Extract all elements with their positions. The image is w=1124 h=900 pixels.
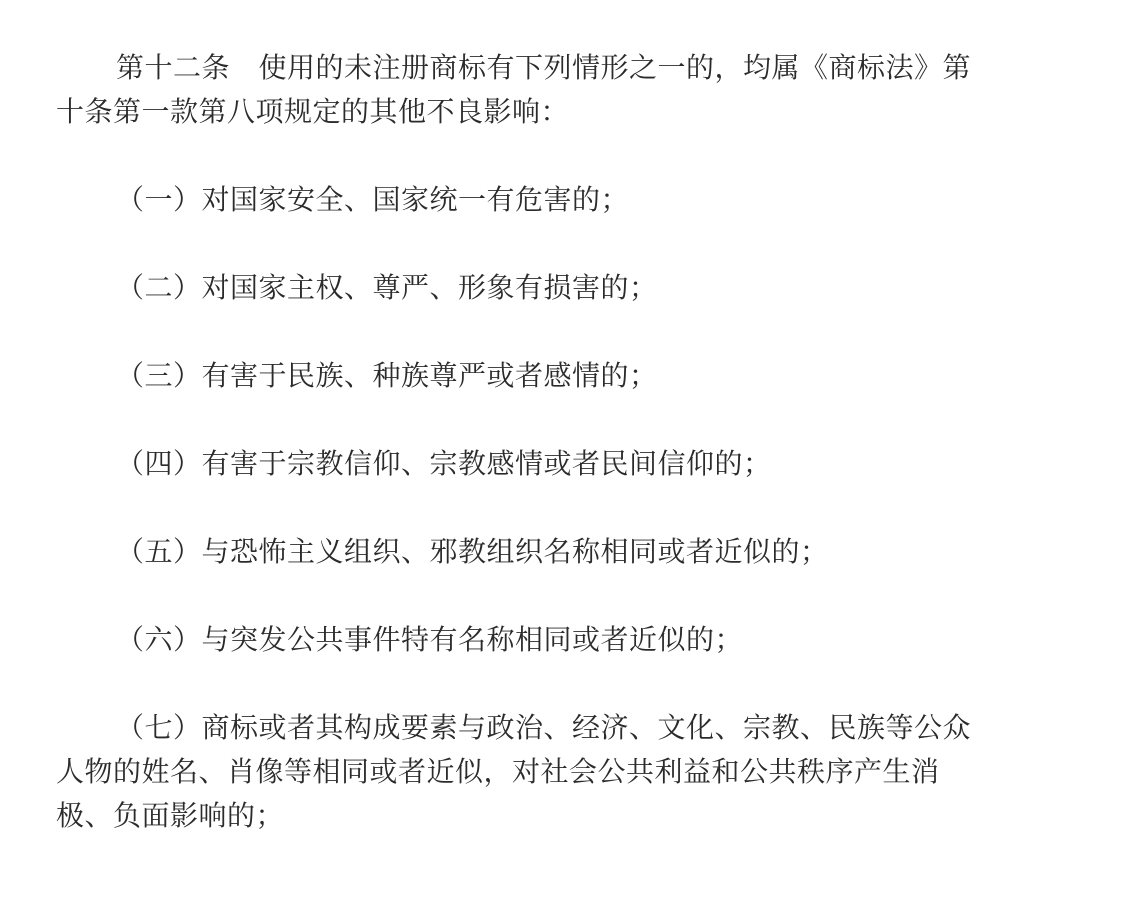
- list-item: （六）与突发公共事件特有名称相同或者近似的；: [116, 623, 744, 656]
- list-item-7-line-1: （七）商标或者其构成要素与政治、经济、文化、宗教、民族等公众: [116, 711, 972, 744]
- list-item: （一）对国家安全、国家统一有危害的；: [116, 183, 630, 216]
- list-item: （三）有害于民族、种族尊严或者感情的；: [116, 359, 658, 392]
- document-body: [56, 46, 1036, 838]
- list-item-7: [56, 706, 1036, 838]
- list-item-7-line-3: 极、负面影响的；: [56, 799, 285, 832]
- list-item-7-line-2: 人物的姓名、肖像等相同或者近似，对社会公共利益和公共秩序产生消: [56, 755, 940, 788]
- article-heading-line-2: 十条第一款第八项规定的其他不良影响：: [56, 95, 570, 128]
- article-heading-line-1: 第十二条 使用的未注册商标有下列情形之一的，均属《商标法》第: [116, 51, 972, 84]
- article-heading: [56, 46, 1036, 134]
- list-item: （四）有害于宗教信仰、宗教感情或者民间信仰的；: [116, 447, 772, 480]
- list-item: （五）与恐怖主义组织、邪教组织名称相同或者近似的；: [116, 535, 829, 568]
- list-item: （二）对国家主权、尊严、形象有损害的；: [116, 271, 658, 304]
